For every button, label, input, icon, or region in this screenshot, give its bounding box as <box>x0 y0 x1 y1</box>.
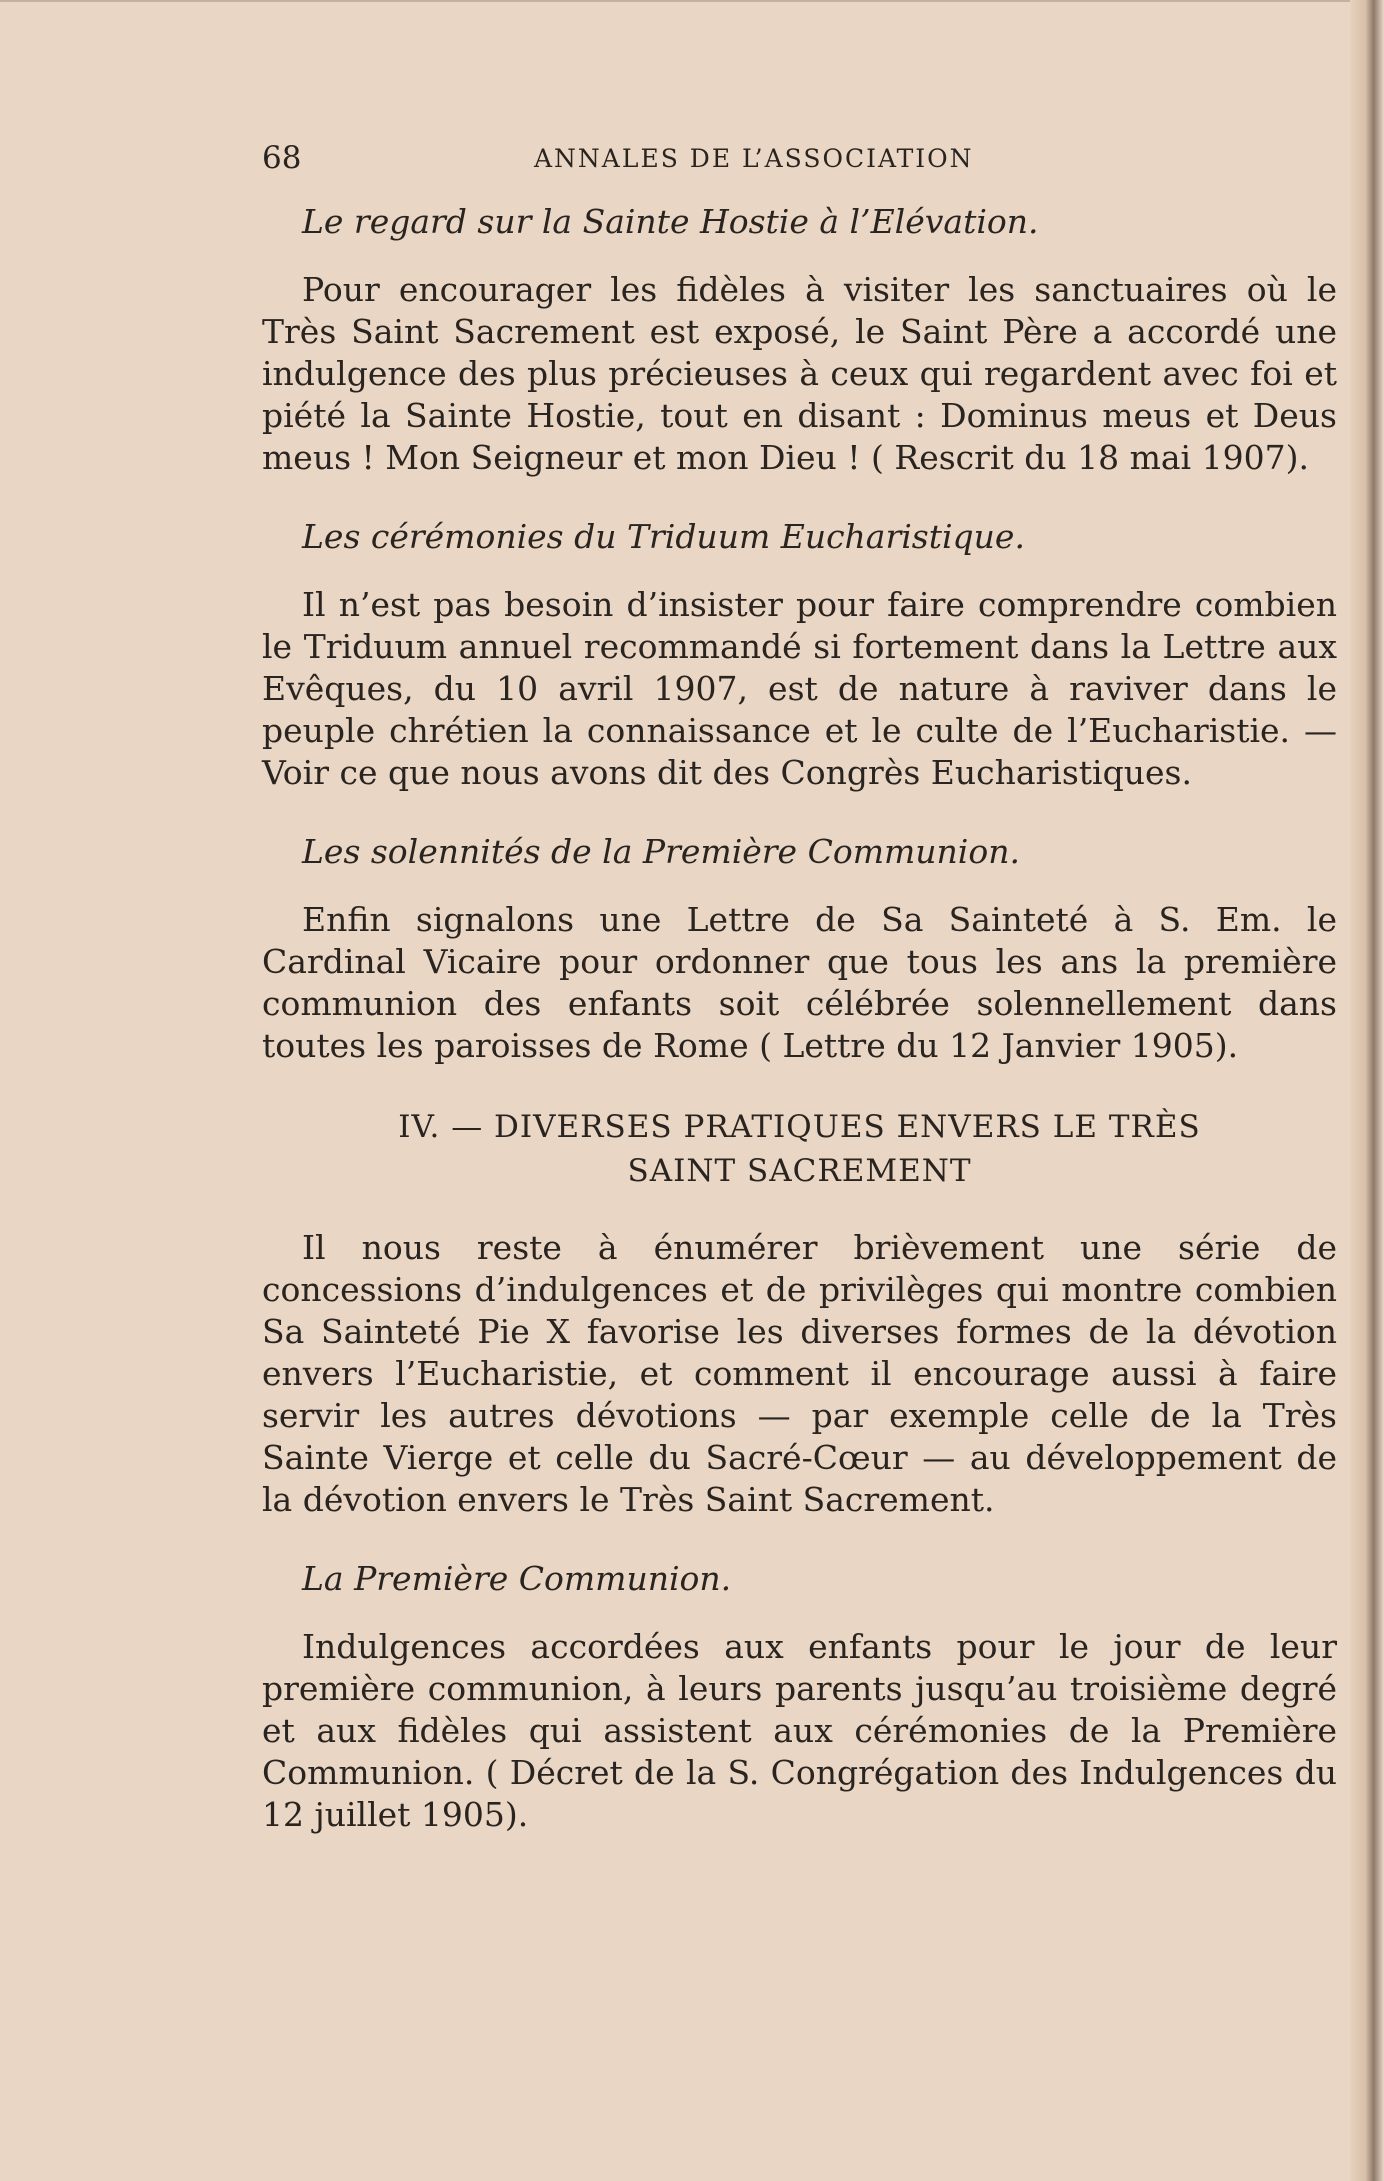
page-content <box>262 140 1337 1874</box>
book-spine-edge <box>1350 0 1384 2181</box>
paragraph-elevation: Pour encourager les fidèles à visiter les sanctuaires où le Très Saint Sacrement est exposé, le Saint Père a accordé une indulgence des plus précieuses à ceux qui regardent avec foi et piété la Sainte Hostie, tout en disant : Dominus meus et Deus meus ! Mon Seigneur et mon Dieu ! ( Rescrit du 18 mai 1907). <box>262 270 1337 477</box>
section-heading-triduum: Les cérémonies du Triduum Eucharistique. <box>302 517 1025 556</box>
running-head: ANNALES DE L’ASSOCIATION <box>534 144 974 173</box>
section-heading-elevation: Le regard sur la Sainte Hostie à l’Elévation. <box>302 202 1039 241</box>
paragraph-chapter-intro: Il nous reste à énumérer brièvement une série de concessions d’indulgences et de privilèges qui montre combien Sa Sainteté Pie X favorise les diverses formes de la dévotion envers l’Eucharistie, et comment il encourage aussi à faire servir les autres dévotions — par exemple celle de la Très Sainte Vierge et celle du Sacré-Cœur — au développement de la dévotion envers le Très Saint Sacrement. <box>262 1228 1337 1519</box>
chapter-title-line-1: IV. — DIVERSES PRATIQUES ENVERS LE TRÈS <box>398 1109 1201 1145</box>
chapter-title <box>262 1105 1337 1193</box>
paragraph-communion-solemnities: Enfin signalons une Lettre de Sa Sainteté à S. Em. le Cardinal Vicaire pour ordonner que tous les ans la première communion des enfants soit célébrée solennellement dans toutes les paroisses de Rome ( Lettre du 12 Janvier 1905). <box>262 900 1337 1065</box>
section-heading-communion-solemnities: Les solennités de la Première Communion. <box>302 832 1020 871</box>
paragraph-first-communion: Indulgences accordées aux enfants pour le jour de leur première communion, à leurs parents jusqu’au troisième degré et aux fidèles qui assistent aux cérémonies de la Première Communion. ( Décret de la S. Congrégation des Indulgences du 12 juillet 1905). <box>262 1627 1337 1834</box>
paragraph-triduum: Il n’est pas besoin d’insister pour faire comprendre combien le Triduum annuel recommandé si fortement dans la Lettre aux Evêques, du 10 avril 1907, est de nature à raviver dans le peuple chrétien la connaissance et le culte de l’Eucharistie. — Voir ce que nous avons dit des Congrès Eucharistiques. <box>262 585 1337 792</box>
page-top-edge <box>0 0 1384 2</box>
page-number: 68 <box>262 140 302 176</box>
chapter-title-line-2: SAINT SACREMENT <box>627 1153 972 1189</box>
page-header <box>262 140 1337 186</box>
section-heading-first-communion: La Première Communion. <box>302 1559 732 1598</box>
